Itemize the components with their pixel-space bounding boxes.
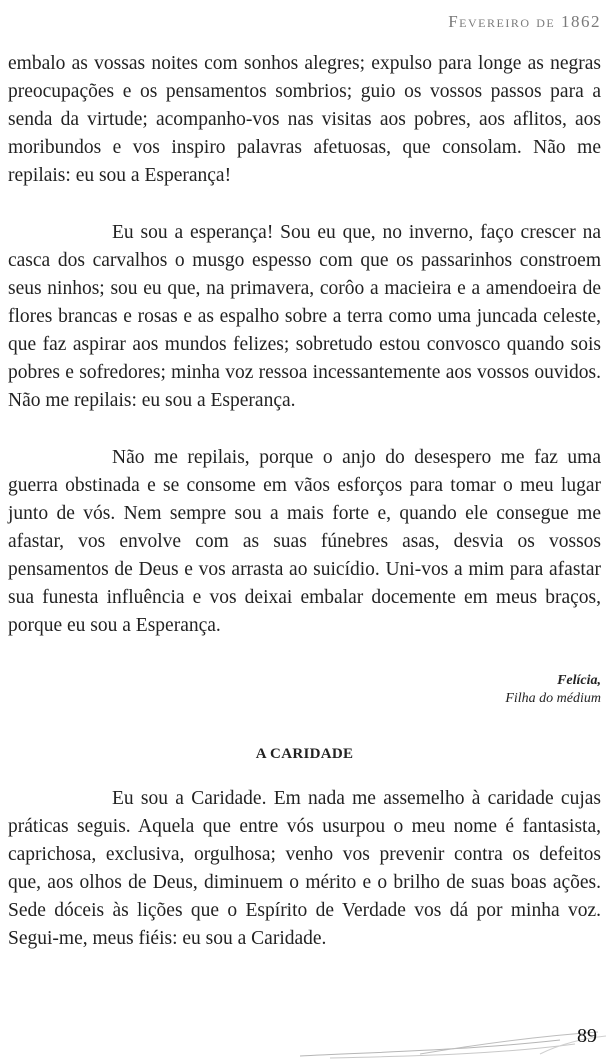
page-body [8,50,601,953]
body-paragraph-2: Eu sou a esperança! Sou eu que, no inverno, faço crescer na casca dos carvalhos o musgo espesso com que os passarinhos constroem seus ninhos; sou eu que, na primavera, corôo a macieira e a amendoeira de flores brancas e rosas e as espalho sobre a terra como uma juncada celeste, que faz aspirar aos mundos felizes; sobretudo estou convosco quando sois pobres e sofredores; minha voz ressoa incessantemente aos vossos ouvidos. Não me repilais: eu sou a Esperança. [8,222,601,411]
footer-ornament [0,1014,611,1064]
body-paragraph-3: Não me repilais, porque o anjo do desespero me faz uma guerra obstinada e se consome em vãos esforços para tomar o meu lugar junto de vós. Nem sempre sou a mais forte e, quando ele consegue me afastar, vos envolve com as suas fúnebres asas, desvia os vossos pensamentos de Deus e vos arrasta ao suicídio. Uni-vos a mim para afastar sua funesta influência e vos deixai embalar docemente em meus braços, porque eu sou a Esperança. [8,447,601,636]
body-paragraph-1: embalo as vossas noites com sonhos alegres; expulso para longe as negras preocupações e os pensamentos sombrios; guio os vossos passos para a senda da virtude; acompanho-vos nas visitas aos pobres, aos aflitos, aos moribundos e vos inspiro palavras afetuosas, que consolam. Não me repilais: eu sou a Esperança! [8,53,601,186]
signature-name: Felícia, [557,673,601,688]
page-footer [0,1014,611,1064]
signature-role: Filha do médium [505,691,601,706]
page-number: 89 [577,1025,597,1047]
running-header: Fevereiro de 1862 [448,12,601,31]
section-paragraph: Eu sou a Caridade. Em nada me assemelho à caridade cujas práticas seguis. Aquela que entre vós usurpou o meu nome é fantasista, caprichosa, exclusiva, orgulhosa; venho vos prevenir contra os defeitos que, aos olhos de Deus, diminuem o mérito e o brilho de suas boas ações. Sede dóceis às lições que o Espírito de Verdade vos dá por minha voz. Segui-me, meus fiéis: eu sou a Caridade. [8,788,601,949]
signature-block [8,672,601,708]
section-title: A CARIDADE [255,746,354,762]
